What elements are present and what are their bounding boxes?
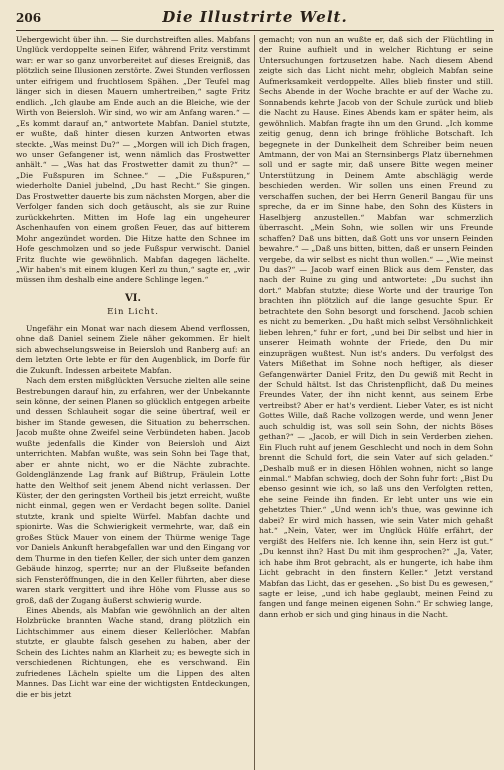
left-paragraph-0: Uebergewicht über ihn. — Sie durchstreiften alles. Mabfans Unglück verdoppelte seinen Eifer, während Fritz verstimmt war: er war so ganz unvorbereitet auf dieses Ereigniß, das plötzlich seine Illusionen zerstörte. Zwei Stunden verflossen unter eifrigem und fruchtlosem Spähen. „Der Teufel mag länger sich in diesen Mauern umhertreiben,“ sagte Fritz endlich. „Ich glaube am Ende auch an die Bleiche, wie der Wirth von Beiersloh. Wir sind, wo wir am Anfang waren.“ — „Es kommt darauf an,“ antwortete Mabfan. Daniel stutzte, er wußte, daß hinter diesen kurzen Antworten etwas steckte. „Was meinst Du?“ — „Morgen will ich Dich fragen, wo unser Gefangener ist, wenn nämlich das Frostwetter anhält.“ — „Was hat das Frostwetter damit zu thun?“ — „Die Fußspuren im Schnee.“ — „Die Fußspuren,“ wiederholte Daniel jubelnd, „Du hast Recht.“ Sie gingen. Das Frostwetter dauerte bis zum nächsten Morgen, aber die Verfolger fanden sich doch getäuscht, als sie zur Ruine zurückkehrten. Mitten im Hofe lag ein ungeheurer Aschenhaufen von einem großen Feuer, das auf bitterem Mohr angezündet worden. Die Hitze hatte den Schnee im Hofe geschmolzen und so jede Fußspur verwischt. Daniel Fritz fluchte wie gewöhnlich. Mabfan dagegen lächelte. „Wir haben's mit einem klugen Kerl zu thun,“ sagte er, „wir müssen ihm deshalb eine andere Schlinge legen.“ bbox=[16, 35, 250, 285]
right-paragraph-0: gemacht; von nun an wußte er, daß sich der Flüchtling in der Ruine aufhielt und in welcher Richtung er seine Untersuchungen fortzusetzen habe. Nach diesem Abend zeigte sich das Licht nicht mehr, obgleich Mabfan seine Aufmerksamkeit verdoppelte. Alles blieb finster und still. Sechs Abende in der Woche brachte er auf der Wache zu. Sonnabends kehrte Jacob von der Schule zurück und blieb die Nacht zu Hause. Eines Abends kam er später heim, als gewöhnlich. Mabfan fragte ihn um den Grund. „Ich komme zeitig genug, denn ich bringe fröhliche Botschaft. Ich begegnete in der Dunkelheit dem Schreiber beim neuen Amtmann, der von Mai an Sternsinbergs Platz übernehmen soll und er sagte mir, daß unsere Bitte wegen meiner Unterstützung in Deinem Amte abschlägig werde beschieden werden. Wir sollen uns einen Freund zu verschaffen suchen, der bei Herrn Generil Bangau für uns spreche, da er im Sinne habe, den Sohn des Küsters in Haselbjerg anzustellen.“ Mabfan war schmerzlich überrascht. „Mein Sohn, wie sollen wir uns Freunde schaffen? Daß uns bitten, daß Gott uns vor unsern Feinden bewahre.“ — „Daß uns bitten, bitten, daß er unsern Feinden vergebe, da wir selbst es nicht thun wollen.“ — „Wie meinst Du das?“ — Jacob warf einen Blick aus dem Fenster, das nach der Ruine zu ging und antwortete: „Du suchst ihn dort.“ Mabfan stutzte; diese Worte und der traurige Ton brachten ihn plötzlich auf die lange gesuchte Spur. Er betrachtete den Sohn besorgt und forschend. Jacob schien es nicht zu bemerken. „Du haßt mich selbst Versöhnlichkeit lieben lehren,“ fuhr er fort, „und bei Dir selbst und hier in unserer Heimath wohnte der Friede, den Du mir einzuprägen wußtest. Nun ist's anders. Du verfolgst des Vaters Mißethat im Sohne noch heftiger, als dieser Gefangenwärter Daniel Fritz, den Du gewiß mit Recht in der Schuld hältst. Ist das Christenpflicht, daß Du meines Freundes Vater, der ihn nicht kennt, aus seinem Erbe vertreibst? Aber er hat's verdient. Lieber Vater, es ist nicht Gottes Wille, daß Rache vollzogen werde, und wenn Jener auch schuldig ist, was soll sein Sohn, der nichts Böses gethan?“ — „Jacob, er will Dich in sein Verderben ziehen. Ein Fluch ruht auf jenem Geschlecht und noch in dem Sohn brennt die Schuld fort, die sein Vater auf sich geladen.“ „Deshalb muß er in diesen Höhlen wohnen, nicht so lange einmal.“ Mabfan schwieg, doch der Sohn fuhr fort: „Bist Du ebenso gesinnt wie ich, so laß uns den Verfolgten retten, ehe seine Feinde ihn finden. Er lebt unter uns wie ein gehetztes Thier.“ „Und wenn ich's thue, was gewinne ich dabei? Er wird mich hassen, wie sein Vater mich gehaßt hat.“ „Nein, Vater, wer im Unglück Hülfe erfährt, der vergißt des Helfers nie. Ich kenne ihn, sein Herz ist gut.“ „Du kennst ihn? Hast Du mit ihm gesprochen?“ „Ja, Vater, ich habe ihm Brot gebracht, als er hungerte, ich habe ihm Licht gebracht in den finstern Keller.“ Jetzt verstand Mabfan das Licht, das er gesehen. „So bist Du es gewesen,“ sagte er leise, „und ich habe geglaubt, meinen Feind zu fangen und fange meinen eigenen Sohn.“ Er schwieg lange, dann erhob er sich und ging hinaus in die Nacht. bbox=[259, 35, 493, 619]
text-columns bbox=[16, 35, 494, 770]
right-column bbox=[259, 35, 493, 770]
left-paragraph-1: Ungefähr ein Monat war nach diesem Abend verflossen, ohne daß Daniel seinem Ziele näher gekommen. Er hielt sich abwechselungsweise in Beiersloh und Ranberg auf: an dem letzten Orte lebte er für den Augenblick, im Dorfe für die Zukunft. Indessen arbeitete Mabfan. bbox=[16, 323, 250, 375]
left-column bbox=[16, 35, 250, 770]
left-paragraph-2: Nach dem ersten mißglückten Versuche zielten alle seine Bestrebungen darauf hin, zu erfahren, wer der Unbekannte sein könne, der seinen Planen so glücklich entgegen arbeite und dessen Schlauheit sogar die seine übertraf, weil er bisher im Stande gewesen, die Situation zu beherrschen. Jacob mußte ohne Zweifel seine Verbündeten haben. Jacob wußte jedenfalls die Kinder von Beiersloh und Aizt unterrichten. Mabfan wußte, was sein Sohn bei Tage that, aber er ahnte nicht, wo er die Nächte zubrachte. Goldenglänzende Lag frank auf Bißtrup, Fräulein Lotte hatte den Welthof seit jenem Abend nicht verlassen. Der Küster, der den geringsten Vortheil bis jetzt erreicht, wußte nicht einmal, gegen wen er Verdacht begen sollte. Daniel stutzte, krank und spielte Würfel. Mabfan dachte und spionirte. Was die Schwierigkeit vermehrte, war, daß ein großes Stück Mauer von einem der Thürme wenige Tage vor Daniels Ankunft herabgefallen war und den Eingang vor dem Thurme in den tiefen Keller, der sich unter dem ganzen Gebäude hinzog, sperrte; nur an der Flußseite befanden sich Fensteröffnungen, die in den Keller führten, aber diese waren stark vergittert und ihre Höhe vom Flusse aus so groß, daß der Zugang äußerst schwierig wurde. bbox=[16, 376, 250, 605]
section-number: VI. bbox=[125, 292, 141, 304]
section-title: Ein Licht. bbox=[107, 307, 159, 318]
journal-title: Die Illustrirte Welt. bbox=[162, 8, 348, 26]
page-number: 206 bbox=[16, 11, 42, 25]
column-divider bbox=[254, 35, 255, 770]
page-header bbox=[16, 8, 494, 31]
left-paragraph-3: Eines Abends, als Mabfan wie gewöhnlich an der alten Holzbrücke brannten Wache stand, drang plötzlich ein Lichtschimmer aus einem dieser Kellerlöcher. Mabfan stutzte, er glaubte falsch gesehen zu haben, aber der Schein des Lichtes nahm an Klarheit zu; es bewegte sich in verschiedenen Richtungen, ehe es verschwand. Ein zufriedenes Lächeln spielte um die Lippen des alten Mannes. Das Licht war eine der wichtigsten Entdeckungen, die er bis jetzt bbox=[16, 606, 250, 699]
